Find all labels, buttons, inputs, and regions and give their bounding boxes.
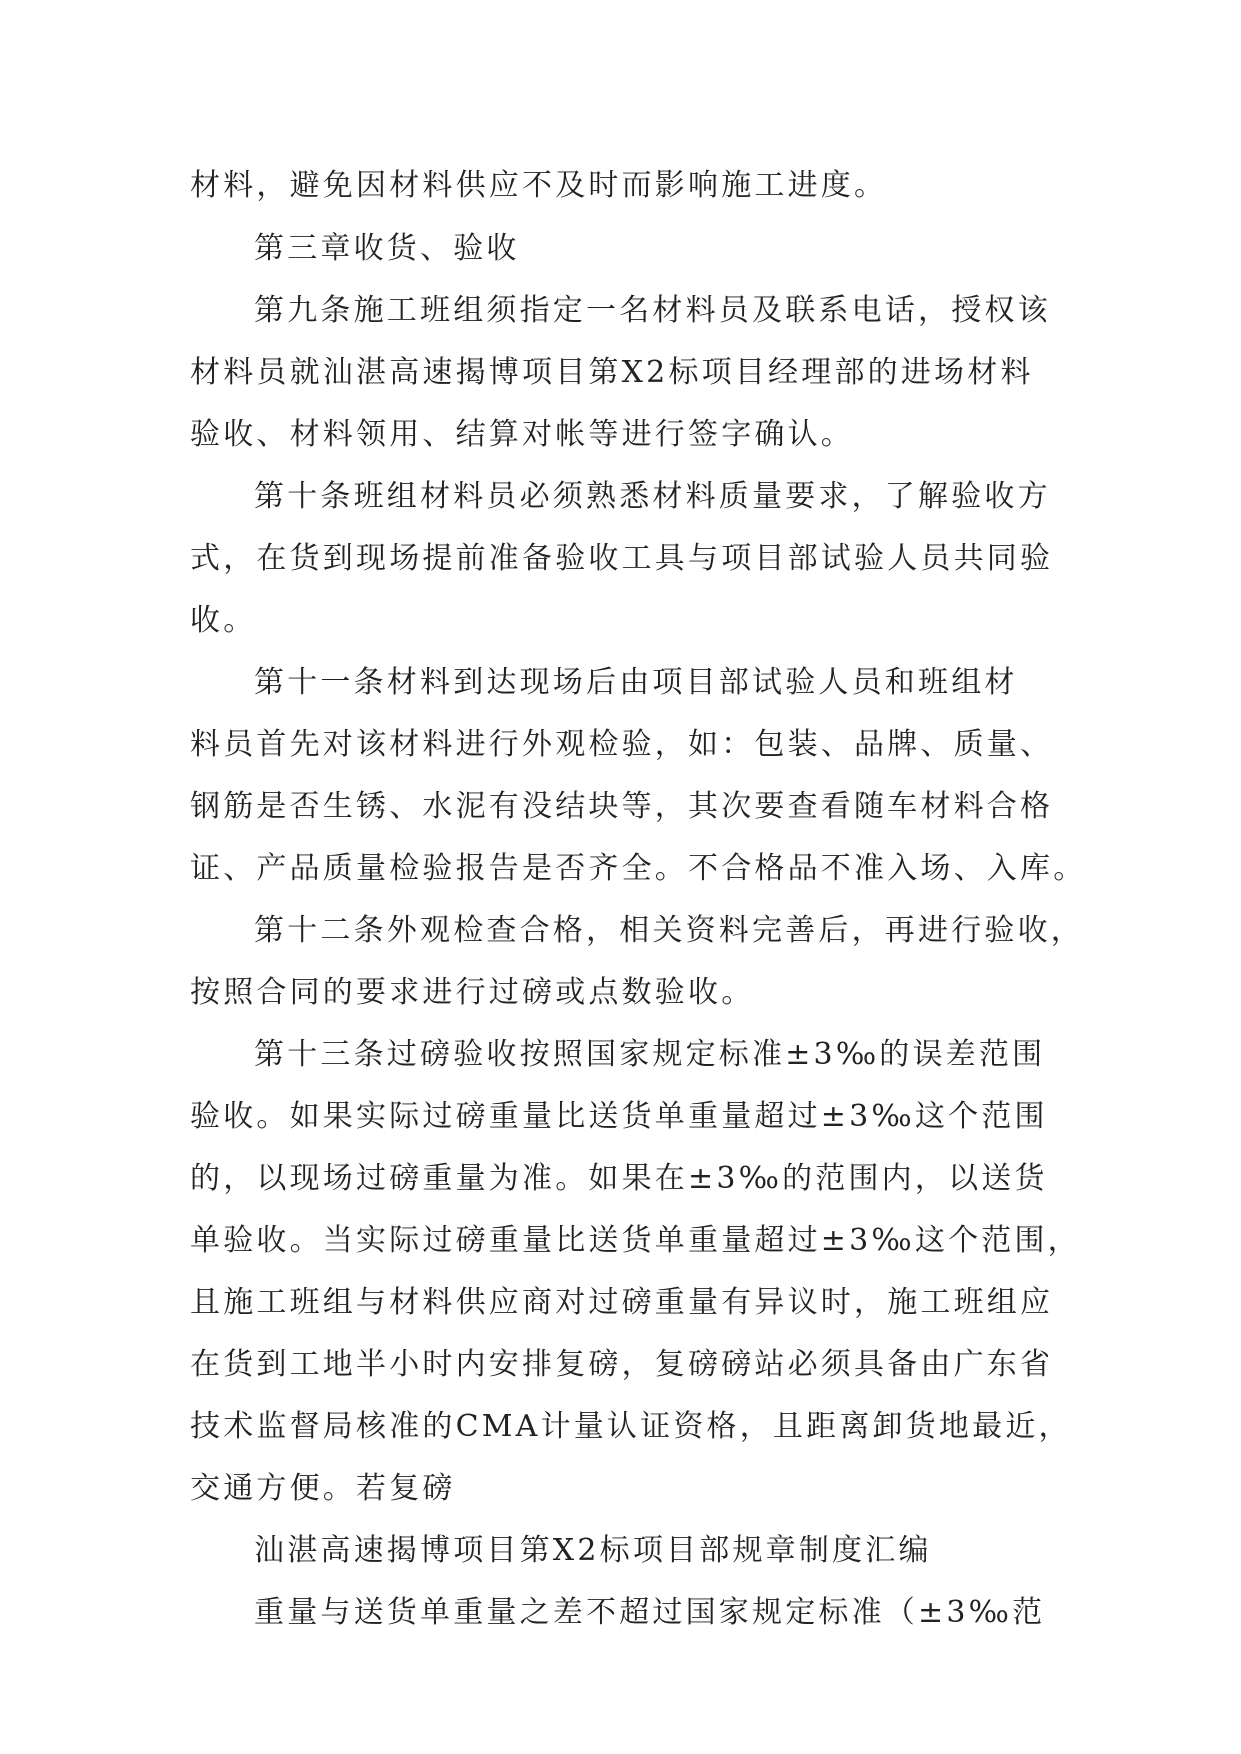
text-line: 第十一条材料到达现场后由项目部试验人员和班组材: [254, 665, 1018, 700]
text-line: 钢筋是否生锈、水泥有没结块等，其次要查看随车材料合格: [190, 789, 1054, 824]
text-line: 证、产品质量检验报告是否齐全。不合格品不准入场、入库。: [190, 851, 1087, 886]
text-line: 交通方便。若复磅: [190, 1471, 456, 1506]
text-line: 在货到工地半小时内安排复磅，复磅磅站必须具备由广东省: [190, 1347, 1054, 1382]
text-line: 重量与送货单重量之差不超过国家规定标准（±3‰范: [254, 1595, 1046, 1630]
chapter-heading: 第三章收货、验收: [254, 231, 520, 266]
text-line: 按照合同的要求进行过磅或点数验收。: [190, 975, 755, 1010]
text-line: 验收。如果实际过磅重量比送货单重量超过±3‰这个范围: [190, 1099, 1048, 1134]
text-line: 且施工班组与材料供应商对过磅重量有异议时，施工班组应: [190, 1285, 1054, 1320]
text-line: 验收、材料领用、结算对帐等进行签字确认。: [190, 417, 854, 452]
text-line: 式，在货到现场提前准备验收工具与项目部试验人员共同验: [190, 541, 1054, 576]
text-line: 第十三条过磅验收按照国家规定标准±3‰的误差范围: [254, 1037, 1046, 1072]
text-line: 收。: [190, 603, 257, 638]
text-line: 材料，避免因材料供应不及时而影响施工进度。: [190, 168, 888, 203]
text-line: 第十条班组材料员必须熟悉材料质量要求，了解验收方: [254, 479, 1051, 514]
text-line: 料员首先对该材料进行外观检验，如：包装、品牌、质量、: [190, 727, 1054, 762]
text-line: 的，以现场过磅重量为准。如果在±3‰的范围内，以送货: [190, 1161, 1048, 1196]
text-line: 单验收。当实际过磅重量比送货单重量超过±3‰这个范围，: [190, 1223, 1081, 1258]
text-line: 技术监督局核准的CMA计量认证资格，且距离卸货地最近，: [190, 1409, 1072, 1444]
running-header: 汕湛高速揭博项目第X2标项目部规章制度汇编: [254, 1533, 932, 1568]
text-line: 第九条施工班组须指定一名材料员及联系电话，授权该: [254, 293, 1051, 328]
text-line: 材料员就汕湛高速揭博项目第X2标项目经理部的进场材料: [190, 355, 1034, 390]
text-line: 第十二条外观检查合格，相关资料完善后，再进行验收，: [254, 913, 1084, 948]
